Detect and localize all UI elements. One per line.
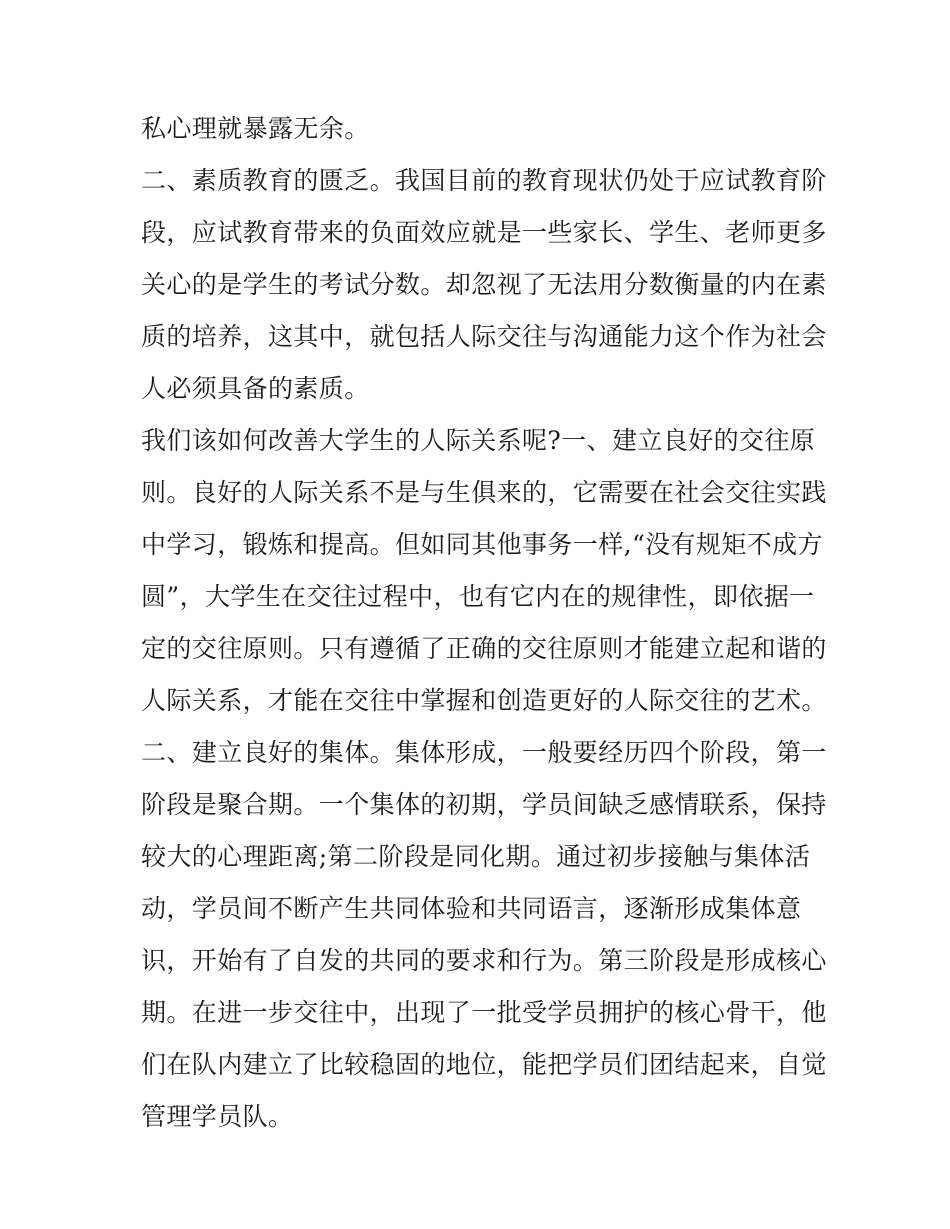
- text-line: 则。良好的人际关系不是与生俱来的，它需要在社会交往实践: [141, 478, 827, 507]
- text-line: 二、素质教育的匮乏。我国目前的教育现状仍处于应试教育阶: [141, 166, 827, 195]
- text-line: 管理学员队。: [141, 1102, 294, 1131]
- text-line: 较大的心理距离;第二阶段是同化期。通过初步接触与集体活: [141, 842, 811, 871]
- text-line: 识，开始有了自发的共同的要求和行为。第三阶段是形成核心: [141, 946, 827, 975]
- text-line: 质的培养，这其中，就包括人际交往与沟通能力这个作为社会: [141, 322, 827, 351]
- text-line: 我们该如何改善大学生的人际关系呢?一、建立良好的交往原: [141, 426, 816, 455]
- text-line: 定的交往原则。只有遵循了正确的交往原则才能建立起和谐的: [141, 634, 827, 663]
- text-line: 圆”，大学生在交往过程中，也有它内在的规律性，即依据一: [141, 582, 815, 611]
- text-line: 中学习，锻炼和提高。但如同其他事务一样,“没有规矩不成方: [141, 530, 823, 559]
- text-line: 人际关系，才能在交往中掌握和创造更好的人际交往的艺术。: [141, 686, 827, 715]
- text-line: 们在队内建立了比较稳固的地位，能把学员们团结起来，自觉: [141, 1050, 827, 1079]
- text-line: 阶段是聚合期。一个集体的初期，学员间缺乏感情联系，保持: [141, 790, 827, 819]
- text-line: 动，学员间不断产生共同体验和共同语言，逐渐形成集体意: [141, 894, 802, 923]
- text-line: 二、建立良好的集体。集体形成，一般要经历四个阶段，第一: [141, 738, 827, 767]
- text-line: 私心理就暴露无余。: [141, 114, 370, 143]
- text-line: 段，应试教育带来的负面效应就是一些家长、学生、老师更多: [141, 218, 827, 247]
- text-line: 人必须具备的素质。: [141, 374, 370, 403]
- text-line: 关心的是学生的考试分数。却忽视了无法用分数衡量的内在素: [141, 270, 827, 299]
- text-line: 期。在进一步交往中，出现了一批受学员拥护的核心骨干，他: [141, 998, 827, 1027]
